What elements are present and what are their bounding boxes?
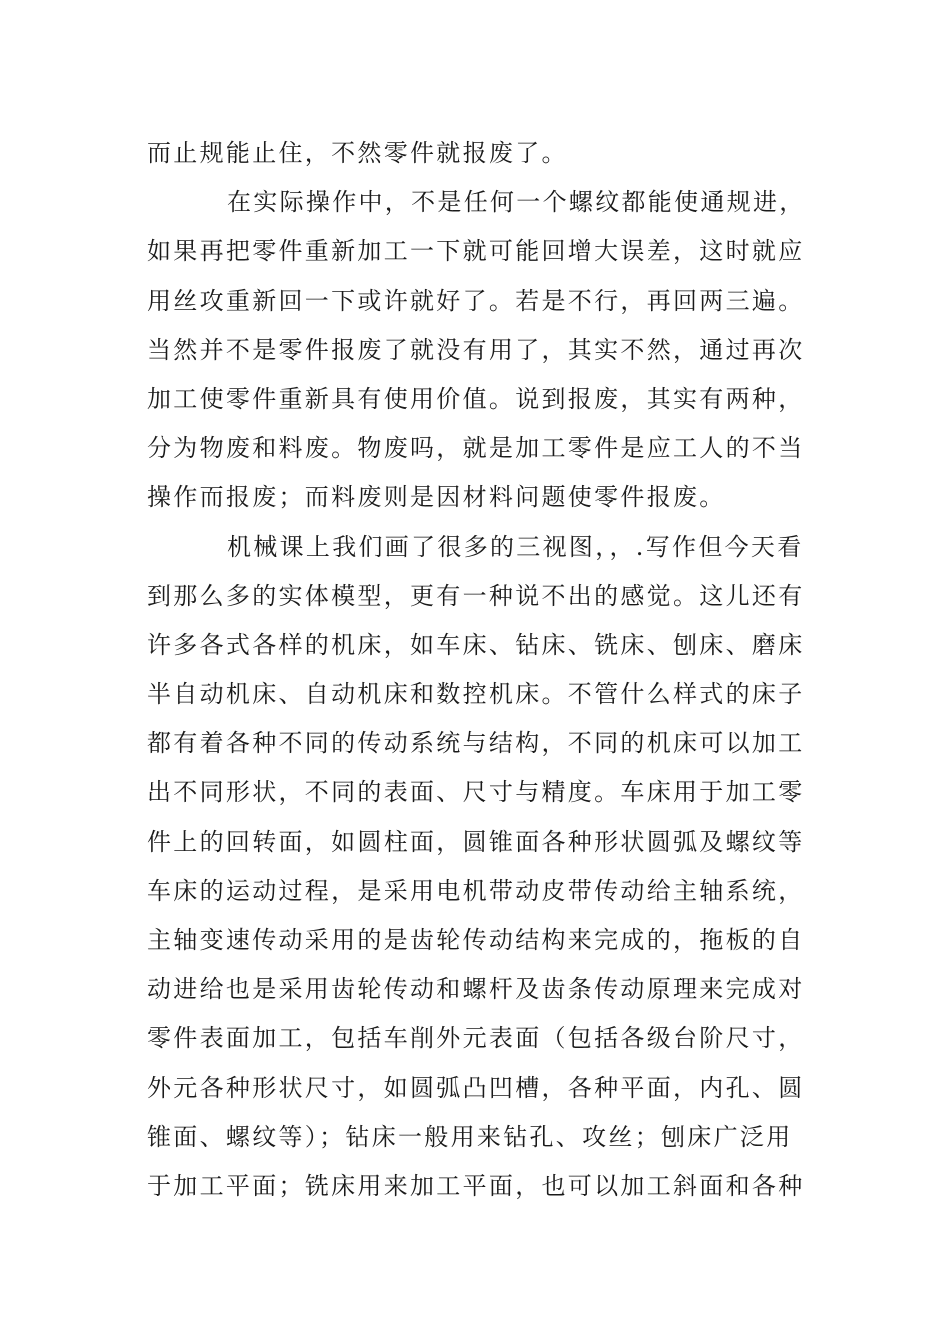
text-line: 而止规能止住，不然零件就报废了。 [147, 139, 568, 167]
text-line: 外元各种形状尺寸，如圆弧凸凹槽，各种平面，内孔、圆 [147, 1073, 805, 1102]
text-line: 件上的回转面，如圆柱面，圆锥面各种形状圆弧及螺纹等 [147, 827, 805, 856]
text-line: 到那么多的实体模型，更有一种说不出的感觉。这儿还有 [147, 581, 805, 610]
text-line: 主轴变速传动采用的是齿轮传动结构来完成的，拖板的自 [147, 926, 805, 954]
text-line: 动进给也是采用齿轮传动和螺杆及齿条传动原理来完成对 [147, 975, 805, 1004]
text-line: 锥面、螺纹等）；钻床一般用来钻孔、攻丝；刨床广泛用 [147, 1122, 793, 1151]
text-line: 如果再把零件重新加工一下就可能回增大误差，这时就应 [147, 237, 805, 266]
text-line: 分为物废和料废。物废吗，就是加工零件是应工人的不当 [147, 434, 805, 463]
text-line: 用丝攻重新回一下或许就好了。若是不行，再回两三遍。 [147, 286, 805, 315]
text-line: 出不同形状，不同的表面、尺寸与精度。车床用于加工零 [147, 778, 805, 807]
text-line: 操作而报废；而料废则是因材料问题使零件报废。 [147, 483, 726, 512]
text-line: 加工使零件重新具有使用价值。说到报废，其实有两种， [147, 384, 805, 413]
text-line: 机械课上我们画了很多的三视图，，.写作但今天看 [227, 532, 804, 561]
text-line: 半自动机床、自动机床和数控机床。不管什么样式的床子 [147, 680, 805, 709]
text-line: 在实际操作中，不是任何一个螺纹都能使通规进， [227, 188, 806, 217]
body-text [147, 129, 812, 1211]
text-line: 车床的运动过程，是采用电机带动皮带传动给主轴系统， [147, 876, 805, 905]
text-line: 都有着各种不同的传动系统与结构，不同的机床可以加工 [147, 729, 805, 758]
text-line: 当然并不是零件报废了就没有用了，其实不然，通过再次 [147, 335, 805, 364]
text-line: 零件表面加工，包括车削外元表面（包括各级台阶尺寸， [147, 1024, 805, 1053]
text-line: 于加工平面；铣床用来加工平面，也可以加工斜面和各种 [147, 1171, 805, 1200]
text-line: 许多各式各样的机床，如车床、钻床、铣床、刨床、磨床 [147, 630, 805, 659]
